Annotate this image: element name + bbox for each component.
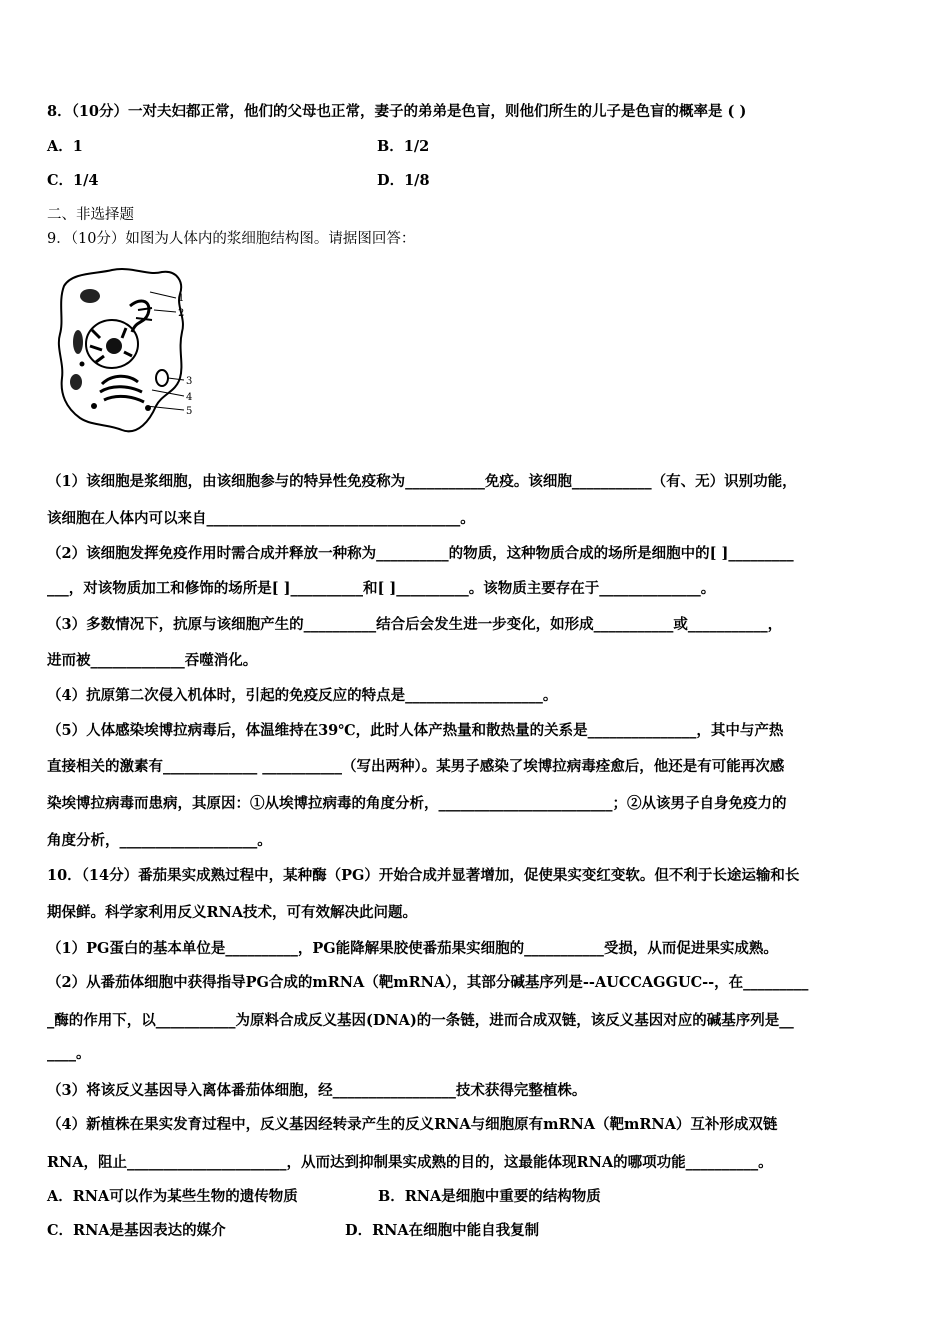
q8-option-c: C．1/4 bbox=[47, 172, 99, 189]
figure-label-5: 5 bbox=[186, 406, 193, 417]
q10-stem-1: 10．（14分）番茄果实成熟过程中，某种酶（PG）开始合成并显著增加，促使果实变红变软。但不利于长途运输和长 bbox=[47, 867, 800, 884]
q9-line-1: （1）该细胞是浆细胞，由该细胞参与的特异性免疫称为___________免疫。该细胞___________（有、无）识别功能， bbox=[47, 473, 797, 490]
q9-stem: 9．（10分）如图为人体内的浆细胞结构图。请据图回答： bbox=[47, 231, 416, 247]
q10-option-d: D．RNA在细胞中能自我复制 bbox=[345, 1222, 540, 1239]
q9-line-6: 进而被_____________吞噬消化。 bbox=[47, 652, 258, 669]
figure-label-4: 4 bbox=[186, 392, 193, 403]
q10-line-6: （4）新植株在果实发育过程中，反义基因经转录产生的反义RNA与细胞原有mRNA（靶mRNA）互补形成双链 bbox=[47, 1116, 778, 1133]
q10-line-4: ____。 bbox=[47, 1045, 91, 1062]
q10-option-c: C．RNA是基因表达的媒介 bbox=[47, 1222, 226, 1239]
q9-line-10: 染埃博拉病毒而患病，其原因：①从埃博拉病毒的角度分析，________________________；②从该男子自身免疫力的 bbox=[47, 795, 787, 812]
section-heading: 二、非选择题 bbox=[47, 207, 134, 223]
q9-line-11: 角度分析，___________________。 bbox=[47, 832, 272, 849]
q9-line-3: （2）该细胞发挥免疫作用时需合成并释放一种称为__________的物质，这种物质合成的场所是细胞中的[ ]_________ bbox=[47, 545, 794, 562]
figure-label-2: 2 bbox=[178, 308, 185, 319]
q8-option-a: A．1 bbox=[47, 138, 83, 155]
q10-option-a: A．RNA可以作为某些生物的遗传物质 bbox=[47, 1188, 298, 1205]
q10-line-2: （2）从番茄体细胞中获得指导PG合成的mRNA（靶mRNA），其部分碱基序列是--AUCCAGGUC--，在_________ bbox=[47, 974, 809, 991]
q10-line-1: （1）PG蛋白的基本单位是__________，PG能降解果胶使番茄果实细胞的___________受损，从而促进果实成熟。 bbox=[47, 940, 778, 957]
q8-stem: 8．（10分）一对夫妇都正常，他们的父母也正常，妻子的弟弟是色盲，则他们所生的儿子是色盲的概率是 ( ) bbox=[47, 103, 747, 120]
q10-option-b: B．RNA是细胞中重要的结构物质 bbox=[378, 1188, 601, 1205]
q9-line-5: （3）多数情况下，抗原与该细胞产生的__________结合后会发生进一步变化，如形成___________或___________， bbox=[47, 616, 783, 633]
q9-line-2: 该细胞在人体内可以来自___________________________________。 bbox=[47, 510, 475, 527]
q8-option-b: B．1/2 bbox=[377, 138, 430, 155]
q10-line-7: RNA，阻止______________________，从而达到抑制果实成熟的目的，这最能体现RNA的哪项功能__________。 bbox=[47, 1154, 773, 1171]
q9-line-8: （5）人体感染埃博拉病毒后，体温维持在39℃，此时人体产热量和散热量的关系是_______________，其中与产热 bbox=[47, 722, 784, 739]
q10-line-5: （3）将该反义基因导入离体番茄体细胞，经_________________技术获得完整植株。 bbox=[47, 1082, 587, 1099]
figure-label-1: 1 bbox=[178, 293, 185, 304]
figure-label-3: 3 bbox=[186, 376, 193, 387]
q9-line-7: （4）抗原第二次侵入机体时，引起的免疫反应的特点是___________________。 bbox=[47, 687, 558, 704]
q8-option-d: D．1/8 bbox=[377, 172, 430, 189]
plasma-cell-figure bbox=[52, 266, 210, 436]
q10-stem-2: 期保鲜。科学家利用反义RNA技术，可有效解决此问题。 bbox=[47, 904, 418, 921]
q9-line-4: ___，对该物质加工和修饰的场所是[ ]__________和[ ]__________。该物质主要存在于______________。 bbox=[47, 580, 716, 597]
q10-line-3: _酶的作用下，以___________为原料合成反义基因(DNA)的一条链，进而合成双链，该反义基因对应的碱基序列是__ bbox=[47, 1012, 794, 1029]
q9-line-9: 直接相关的激素有_____________ ___________（写出两种）。某男子感染了埃博拉病毒痊愈后，他还是有可能再次感 bbox=[47, 758, 785, 775]
